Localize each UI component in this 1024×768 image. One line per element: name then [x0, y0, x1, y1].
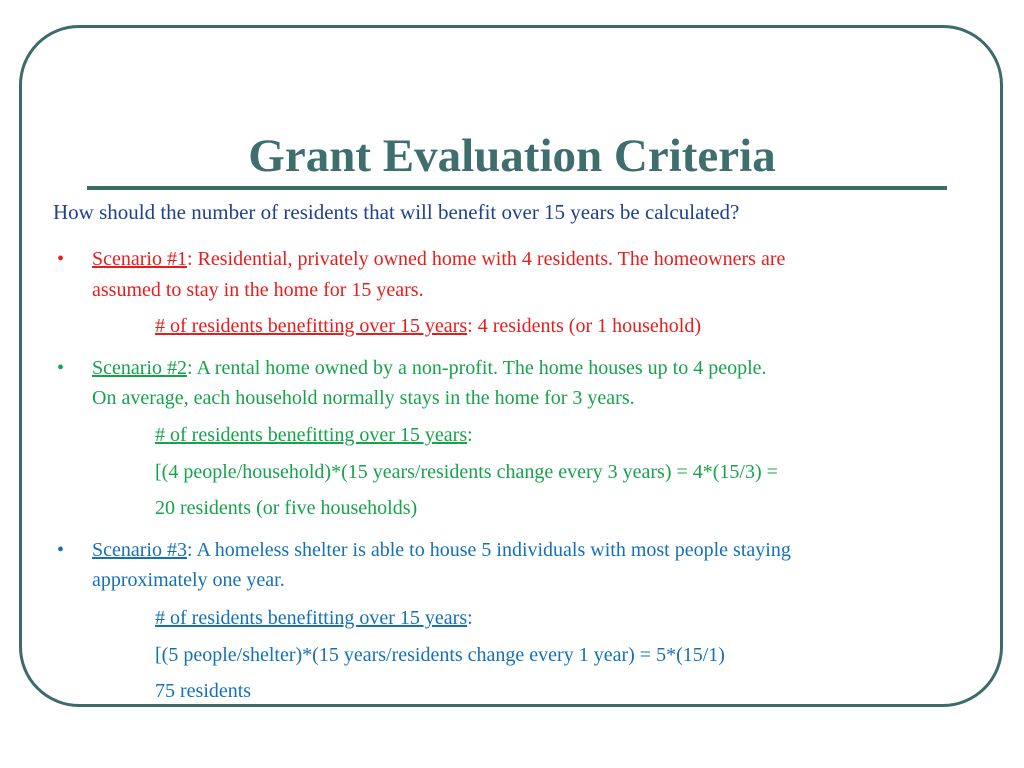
- scenario2-label: Scenario #2: [92, 357, 187, 379]
- scenario3-metric-colon: :: [467, 607, 473, 629]
- scenario2-desc2: On average, each household normally stays in the home for 3 years.: [92, 387, 635, 409]
- scenario3-line1: [92, 536, 791, 564]
- slide-title: Grant Evaluation Criteria: [248, 130, 776, 182]
- scenario3-bullet: •: [57, 539, 65, 561]
- scenario2-line1: [92, 354, 767, 382]
- scenario2-desc1: : A rental home owned by a non-profit. The home houses up to 4 people.: [186, 357, 767, 379]
- scenario1-metric-label: # of residents benefitting over 15 years: [155, 315, 468, 337]
- scenario2-result: 20 residents (or five households): [155, 497, 418, 519]
- scenario1-label: Scenario #1: [92, 248, 187, 270]
- scenario3-metric-label: # of residents benefitting over 15 years: [155, 607, 468, 629]
- scenario3-label: Scenario #3: [92, 539, 187, 561]
- scenario2-metric: [155, 421, 473, 449]
- scenario1-metric: [155, 312, 701, 340]
- scenario1-line1: [92, 245, 785, 273]
- scenario1-desc1: : Residential, privately owned home with 4 residents. The homeowners are: [186, 248, 786, 270]
- scenario1-desc2: assumed to stay in the home for 15 years.: [92, 279, 424, 301]
- scenario3-desc2: approximately one year.: [92, 569, 285, 591]
- scenario3-desc1: : A homeless shelter is able to house 5 individuals with most people staying: [186, 539, 791, 561]
- scenario2-metric-colon: :: [467, 424, 473, 446]
- scenario3-result: 75 residents: [155, 680, 252, 702]
- scenario2-bullet: •: [57, 357, 65, 379]
- scenario3-metric: [155, 604, 473, 632]
- scenario1-metric-value: : 4 residents (or 1 household): [467, 315, 701, 337]
- scenario2-formula: [(4 people/household)*(15 years/residents change every 3 years) = 4*(15/3) =: [155, 461, 778, 483]
- scenario3-formula: [(5 people/shelter)*(15 years/residents change every 1 year) = 5*(15/1): [155, 644, 725, 666]
- scenario1-bullet: •: [57, 248, 65, 270]
- title-underline: [87, 186, 947, 190]
- scenario2-metric-label: # of residents benefitting over 15 years: [155, 424, 468, 446]
- question-text: How should the number of residents that will benefit over 15 years be calculated?: [53, 200, 740, 224]
